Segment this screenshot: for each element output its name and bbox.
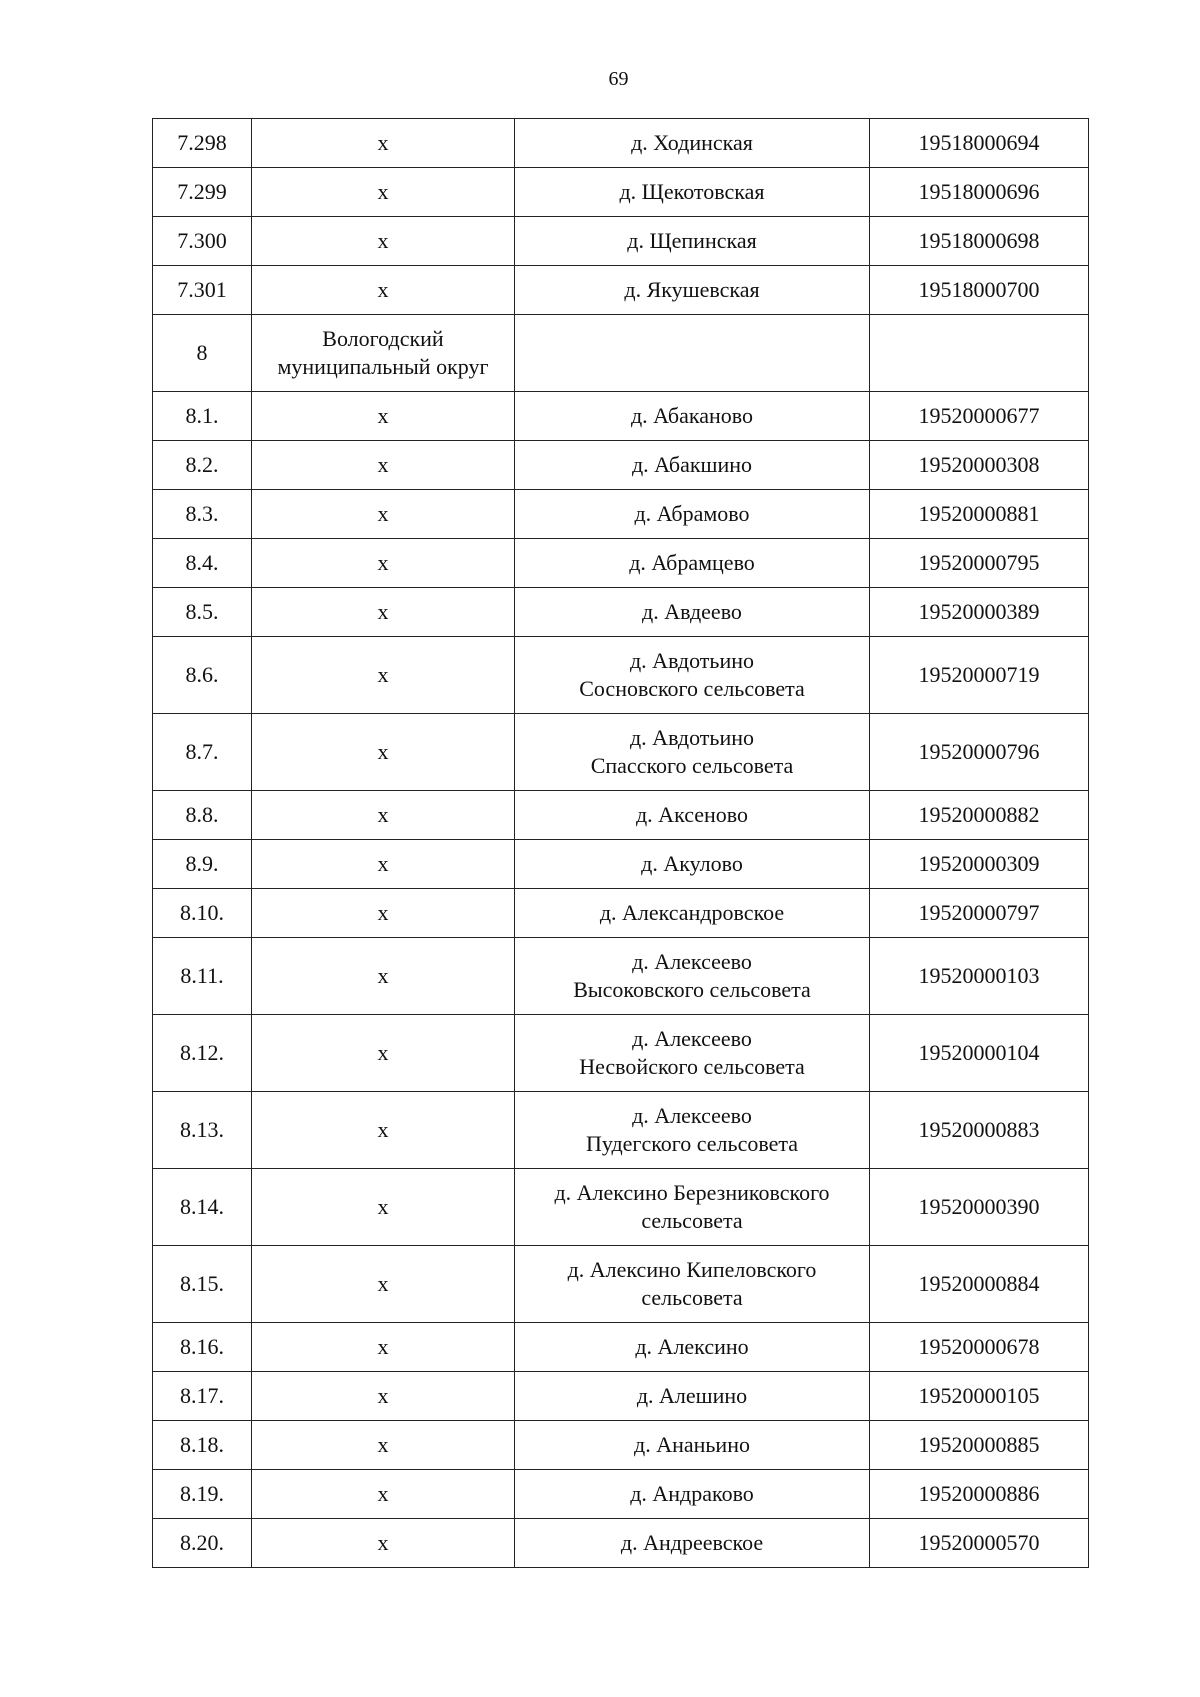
settlement-name-line: д. Абрамцево [629,550,755,575]
table-row [153,889,1089,938]
settlement-name-cell [515,938,870,1015]
page-number: 69 [608,68,629,90]
oktmo-code-cell: 19520000719 [870,637,1089,714]
row-number-cell: 8.1. [153,392,252,441]
settlement-name-line: д. Щепинская [627,228,757,253]
settlement-name-cell [515,315,870,392]
table-body [153,119,1089,1568]
settlement-name-line: д. Авдеево [642,599,742,624]
table-row [153,119,1089,168]
settlement-name-cell [515,1169,870,1246]
settlement-name-line: д. Александровское [599,900,785,925]
municipality-line: муниципальный округ [277,354,489,379]
table-row [153,1169,1089,1246]
oktmo-code-cell: 19520000885 [870,1421,1089,1470]
table-row [153,840,1089,889]
row-number-cell: 8.20. [153,1519,252,1568]
oktmo-code-cell: 19520000389 [870,588,1089,637]
settlement-name-line: Сосновского сельсовета [579,676,805,701]
settlement-name-cell [515,1519,870,1568]
row-number-cell: 8.19. [153,1470,252,1519]
settlement-name-cell [515,168,870,217]
oktmo-code-cell: 19518000694 [870,119,1089,168]
oktmo-code-cell: 19518000698 [870,217,1089,266]
table-row [153,217,1089,266]
municipality-cell: х [252,490,515,539]
settlement-name-cell [515,217,870,266]
oktmo-code-cell: 19520000308 [870,441,1089,490]
settlement-name-line: д. Абрамово [634,501,750,526]
settlement-name-line: д. Алексеево [632,1026,752,1051]
row-number-cell: 7.298 [153,119,252,168]
settlement-name-cell [515,119,870,168]
table-row [153,588,1089,637]
row-number-cell: 8.3. [153,490,252,539]
settlement-name-cell [515,1323,870,1372]
table-row [153,168,1089,217]
settlement-name-line: Спасского сельсовета [590,753,794,778]
table-row [153,714,1089,791]
settlement-name-line: д. Алексино Кипеловского [567,1257,817,1282]
row-number-cell: 8.2. [153,441,252,490]
table-row [153,490,1089,539]
oktmo-code-cell: 19520000797 [870,889,1089,938]
row-number-cell: 8.10. [153,889,252,938]
municipality-cell: х [252,1246,515,1323]
municipality-cell: х [252,637,515,714]
settlement-name-cell [515,889,870,938]
settlement-name-line: д. Алексино Березниковского [554,1180,830,1205]
row-number-cell: 8.14. [153,1169,252,1246]
table-row [153,315,1089,392]
oktmo-code-cell: 19520000104 [870,1015,1089,1092]
settlement-name-line: д. Алексеево [632,949,752,974]
table-row [153,1015,1089,1092]
row-number-cell: 8.4. [153,539,252,588]
row-number-cell: 8.17. [153,1372,252,1421]
row-number-cell: 7.299 [153,168,252,217]
table-row [153,1519,1089,1568]
settlement-name-line: д. Авдотьино [629,725,755,750]
row-number-cell: 8.8. [153,791,252,840]
table-row [153,1246,1089,1323]
oktmo-code-cell: 19520000882 [870,791,1089,840]
row-number-cell: 7.300 [153,217,252,266]
municipality-cell: х [252,168,515,217]
settlement-name-line: д. Ходинская [631,130,753,155]
settlement-name-line: Высоковского сельсовета [573,977,811,1002]
settlement-name-cell [515,441,870,490]
row-number-cell: 8 [153,315,252,392]
table-row [153,392,1089,441]
settlement-name-cell [515,539,870,588]
oktmo-code-cell [870,315,1089,392]
oktmo-code-cell: 19520000884 [870,1246,1089,1323]
table-row [153,1421,1089,1470]
settlement-name-cell [515,840,870,889]
municipality-cell: х [252,840,515,889]
municipality-cell: х [252,441,515,490]
settlement-name-line: д. Абакшино [631,452,753,477]
settlement-name-line: д. Алексеево [632,1103,752,1128]
municipality-cell [252,315,515,392]
settlement-name-line: д. Ананьино [634,1432,750,1457]
settlement-name-line: д. Акулово [641,851,743,876]
table-row [153,266,1089,315]
municipality-cell: х [252,1169,515,1246]
municipality-cell: х [252,119,515,168]
oktmo-code-cell: 19520000678 [870,1323,1089,1372]
table-row [153,1372,1089,1421]
settlement-name-cell [515,1372,870,1421]
municipality-cell: х [252,1092,515,1169]
table-row [153,938,1089,1015]
municipality-cell: х [252,588,515,637]
row-number-cell: 8.12. [153,1015,252,1092]
oktmo-code-cell: 19520000103 [870,938,1089,1015]
oktmo-code-cell: 19520000881 [870,490,1089,539]
settlements-table [152,118,1089,1568]
settlement-name-line: д. Алешино [636,1383,748,1408]
settlement-name-cell [515,637,870,714]
municipality-cell: х [252,1323,515,1372]
settlement-name-line: д. Алексино [635,1334,749,1359]
row-number-cell: 8.5. [153,588,252,637]
settlement-name-line: Несвойского сельсовета [579,1054,805,1079]
settlement-name-cell [515,1015,870,1092]
table-row [153,1323,1089,1372]
table-row [153,1470,1089,1519]
municipality-cell: х [252,1519,515,1568]
municipality-cell: х [252,266,515,315]
settlement-name-line: д. Щекотовская [619,179,765,204]
row-number-cell: 8.16. [153,1323,252,1372]
row-number-cell: 8.9. [153,840,252,889]
settlement-name-cell [515,392,870,441]
settlement-name-line: д. Якушевская [624,277,760,302]
oktmo-code-cell: 19520000309 [870,840,1089,889]
row-number-cell: 8.6. [153,637,252,714]
oktmo-code-cell: 19520000677 [870,392,1089,441]
settlement-name-cell [515,714,870,791]
table-row [153,441,1089,490]
row-number-cell: 8.13. [153,1092,252,1169]
settlement-name-line: д. Авдотьино [629,648,755,673]
municipality-cell: х [252,889,515,938]
table-row [153,791,1089,840]
settlement-name-cell [515,791,870,840]
settlement-name-cell [515,266,870,315]
municipality-cell: х [252,539,515,588]
settlement-name-cell [515,588,870,637]
municipality-cell: х [252,938,515,1015]
municipality-line: Вологодский [322,326,444,351]
settlement-name-cell [515,1470,870,1519]
row-number-cell: 8.7. [153,714,252,791]
settlement-name-cell [515,1246,870,1323]
settlement-name-line: Пудегского сельсовета [585,1131,799,1156]
settlement-name-line: д. Аксеново [635,802,749,827]
municipality-cell: х [252,1470,515,1519]
oktmo-code-cell: 19520000105 [870,1372,1089,1421]
settlement-name-cell [515,1092,870,1169]
oktmo-code-cell: 19518000696 [870,168,1089,217]
oktmo-code-cell: 19520000570 [870,1519,1089,1568]
oktmo-code-cell: 19520000796 [870,714,1089,791]
row-number-cell: 7.301 [153,266,252,315]
municipality-cell: х [252,1421,515,1470]
oktmo-code-cell: 19520000795 [870,539,1089,588]
municipality-cell: х [252,1372,515,1421]
oktmo-code-cell: 19520000886 [870,1470,1089,1519]
oktmo-code-cell: 19520000390 [870,1169,1089,1246]
row-number-cell: 8.15. [153,1246,252,1323]
municipality-cell: х [252,1015,515,1092]
municipality-cell: х [252,714,515,791]
oktmo-code-cell: 19518000700 [870,266,1089,315]
row-number-cell: 8.18. [153,1421,252,1470]
oktmo-code-cell: 19520000883 [870,1092,1089,1169]
settlement-name-line: д. Андраково [630,1481,754,1506]
municipality-cell: х [252,791,515,840]
row-number-cell: 8.11. [153,938,252,1015]
table-row [153,539,1089,588]
table-row [153,637,1089,714]
table-row [153,1092,1089,1169]
municipality-cell: х [252,217,515,266]
settlement-name-cell [515,490,870,539]
municipality-cell: х [252,392,515,441]
settlement-name-line: д. Абаканово [630,403,754,428]
settlement-name-line: д. Андреевское [620,1530,764,1555]
settlement-name-line: сельсовета [641,1208,743,1233]
settlement-name-cell [515,1421,870,1470]
settlement-name-line: сельсовета [641,1285,743,1310]
